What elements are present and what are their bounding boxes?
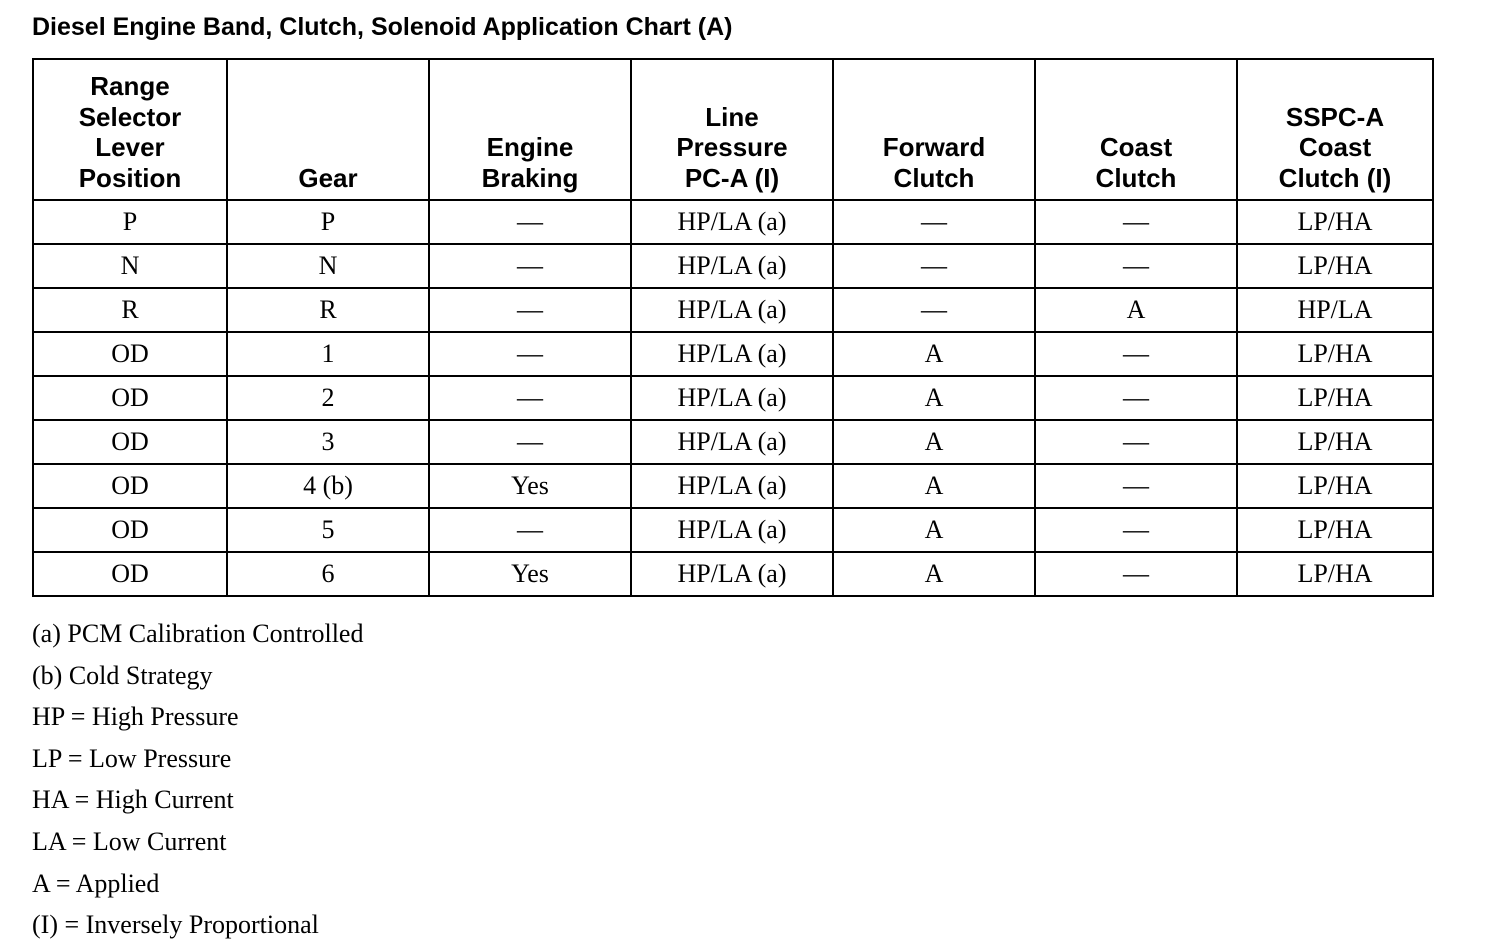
table-cell: — (1035, 244, 1237, 288)
table-cell: LP/HA (1237, 376, 1433, 420)
table-cell: LP/HA (1237, 464, 1433, 508)
footnotes (32, 616, 363, 949)
header-gear: Gear (227, 59, 429, 200)
table-cell: LP/HA (1237, 244, 1433, 288)
table-cell: Yes (429, 552, 631, 596)
table-cell: R (33, 288, 227, 332)
table-cell: — (429, 332, 631, 376)
table-cell: LP/HA (1237, 332, 1433, 376)
header-range-selector: Range Selector Lever Position (33, 59, 227, 200)
table-cell: HP/LA (a) (631, 288, 833, 332)
table-cell: 1 (227, 332, 429, 376)
table-cell: — (1035, 376, 1237, 420)
table-cell: — (833, 244, 1035, 288)
table-cell: 6 (227, 552, 429, 596)
table-cell: — (1035, 464, 1237, 508)
legend-low-current: LA = Low Current (32, 826, 227, 856)
table-cell: — (429, 288, 631, 332)
table-row (33, 552, 1433, 596)
table-cell: — (429, 200, 631, 244)
table-cell: LP/HA (1237, 200, 1433, 244)
header-coast-clutch: Coast Clutch (1035, 59, 1237, 200)
table-cell: HP/LA (a) (631, 552, 833, 596)
header-forward-clutch: Forward Clutch (833, 59, 1035, 200)
table-cell: 2 (227, 376, 429, 420)
chart-title: Diesel Engine Band, Clutch, Solenoid Application Chart (A) (32, 13, 733, 41)
table-cell: — (833, 200, 1035, 244)
table-cell: N (227, 244, 429, 288)
header-line-pressure: Line Pressure PC-A (I) (631, 59, 833, 200)
table-cell: N (33, 244, 227, 288)
table-cell: HP/LA (a) (631, 376, 833, 420)
table-cell: — (833, 288, 1035, 332)
table-cell: — (429, 508, 631, 552)
table-cell: OD (33, 376, 227, 420)
table-cell: Yes (429, 464, 631, 508)
footnote-cold-strategy: (b) Cold Strategy (32, 660, 213, 690)
table-cell: P (33, 200, 227, 244)
table-cell: HP/LA (1237, 288, 1433, 332)
table-cell: — (429, 244, 631, 288)
header-row (33, 59, 1433, 200)
legend-inversely-proportional: (I) = Inversely Proportional (32, 910, 319, 940)
table-cell: — (1035, 552, 1237, 596)
table-cell: LP/HA (1237, 508, 1433, 552)
table-cell: — (429, 376, 631, 420)
table-row (33, 376, 1433, 420)
table-cell: 3 (227, 420, 429, 464)
table-cell: 4 (b) (227, 464, 429, 508)
table-row (33, 464, 1433, 508)
table-cell: A (1035, 288, 1237, 332)
table-row (33, 288, 1433, 332)
table-cell: — (1035, 200, 1237, 244)
table-cell: LP/HA (1237, 552, 1433, 596)
table-row (33, 508, 1433, 552)
table-row (33, 200, 1433, 244)
table-cell: OD (33, 464, 227, 508)
table-cell: P (227, 200, 429, 244)
table-cell: OD (33, 420, 227, 464)
table-row (33, 332, 1433, 376)
table-row (33, 420, 1433, 464)
table-cell: 5 (227, 508, 429, 552)
table-cell: HP/LA (a) (631, 420, 833, 464)
table-cell: A (833, 508, 1035, 552)
table-cell: — (1035, 508, 1237, 552)
table-cell: A (833, 552, 1035, 596)
table-cell: A (833, 332, 1035, 376)
table-cell: LP/HA (1237, 420, 1433, 464)
footnote-pcm-calibration: (a) PCM Calibration Controlled (32, 619, 364, 648)
table-cell: A (833, 464, 1035, 508)
header-engine-braking: Engine Braking (429, 59, 631, 200)
table-cell: — (429, 420, 631, 464)
legend-high-current: HA = High Current (32, 785, 234, 815)
legend-applied: A = Applied (32, 868, 160, 898)
application-chart-table (32, 58, 1434, 597)
table-cell: HP/LA (a) (631, 464, 833, 508)
header-sspc-a-coast-clutch: SSPC-A Coast Clutch (I) (1237, 59, 1433, 200)
legend-high-pressure: HP = High Pressure (32, 702, 239, 732)
table-cell: OD (33, 508, 227, 552)
table-cell: OD (33, 332, 227, 376)
table-cell: HP/LA (a) (631, 508, 833, 552)
legend-low-pressure: LP = Low Pressure (32, 743, 232, 773)
table-cell: — (1035, 332, 1237, 376)
table-cell: OD (33, 552, 227, 596)
table-cell: HP/LA (a) (631, 244, 833, 288)
table-row (33, 244, 1433, 288)
table-cell: HP/LA (a) (631, 200, 833, 244)
table-cell: HP/LA (a) (631, 332, 833, 376)
table-cell: R (227, 288, 429, 332)
table-cell: A (833, 376, 1035, 420)
table-cell: — (1035, 420, 1237, 464)
table-cell: A (833, 420, 1035, 464)
